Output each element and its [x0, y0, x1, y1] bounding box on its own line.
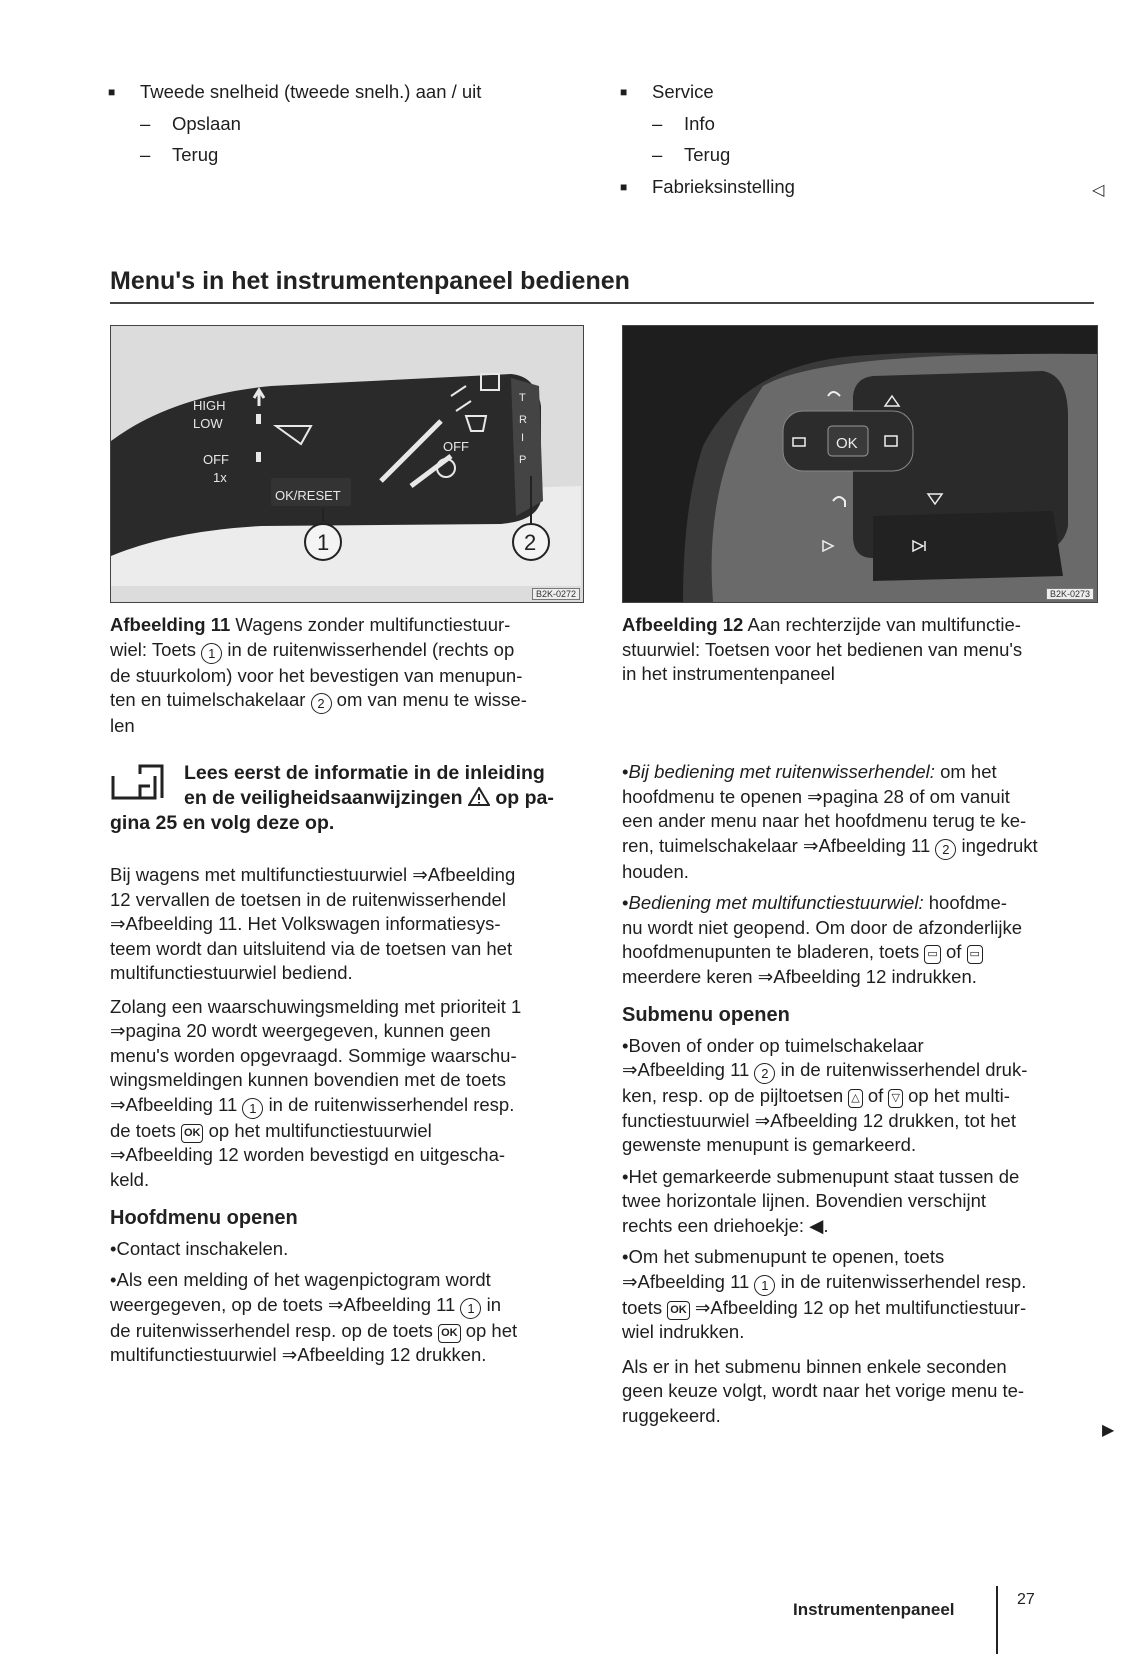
cross-ref-link[interactable]: ⇒Afbeelding — [412, 864, 516, 885]
text: om het — [940, 761, 997, 782]
text: menu's worden opgevraagd. Sommige waarschu- — [110, 1044, 517, 1066]
wiper-lever-illustration — [111, 326, 583, 602]
text: Bij wagens met multifunctiestuurwiel — [110, 864, 408, 885]
callout-ref-2: 2 — [754, 1063, 775, 1084]
down-key-icon: ▽ — [888, 1089, 902, 1108]
list-item: ■ Service — [620, 80, 1080, 105]
caption-text: de stuurkolom) voor het bevestigen van menupun- — [110, 664, 523, 686]
cross-ref-link[interactable]: ⇒Afbeelding 11 — [622, 1059, 750, 1080]
text: Het gemarkeerde submenupunt staat tussen de — [628, 1165, 1020, 1187]
text: geen keuze volgt, wordt naar het vorige menu te- — [622, 1380, 1025, 1401]
continue-marker: ▶ — [1102, 1422, 1115, 1439]
right-column — [622, 760, 1098, 1428]
figure-12 — [622, 325, 1098, 603]
top-right-list — [620, 80, 1080, 199]
caption-title: Afbeelding 11 — [110, 614, 231, 635]
text: ken, resp. op de pijltoetsen — [622, 1085, 844, 1106]
bullet-item: •Als een melding of het wagenpictogram wordt weergegeven, op de toets ⇒Afbeelding 11 1 in de ruitenwisserhendel resp. op de toets OK op het multifunctiestuurwiel ⇒Afbeelding 12 drukken. — [110, 1269, 518, 1365]
label-p: P — [519, 454, 527, 466]
text: houden. — [622, 860, 689, 882]
warning-icon — [468, 787, 490, 806]
triangle-icon: ◀. — [809, 1214, 829, 1236]
callout-ref-1: 1 — [754, 1275, 775, 1296]
text: in de ruitenwisserhendel resp. — [780, 1270, 1027, 1292]
text: 12 vervallen de toetsen in de ruitenwisserhendel — [110, 888, 506, 910]
list-item: ■ Fabrieksinstelling — [620, 175, 1080, 200]
paragraph-2 — [110, 995, 586, 1193]
text: de ruitenwisserhendel resp. op de toets — [110, 1319, 433, 1341]
text: toets — [622, 1296, 663, 1318]
caption-text: len — [110, 715, 135, 736]
figure-tag: B2K-0272 — [532, 588, 580, 600]
text: ⇒Afbeelding 11. Het Volkswagen informatiesys- — [110, 913, 501, 934]
label-off-right: OFF — [443, 439, 469, 454]
ok-button-label: OK — [836, 435, 858, 452]
caption-title: Afbeelding 12 — [622, 614, 744, 635]
text: op het multifunctiestuurwiel — [208, 1119, 432, 1141]
text: functiestuurwiel ⇒Afbeelding 12 drukken, tot het — [622, 1109, 1016, 1131]
list-subitem: – Terug — [652, 143, 1080, 168]
heading-main-menu: Hoofdmenu openen — [110, 1207, 298, 1229]
caption-text: Aan rechterzijde van multifunctie- — [747, 614, 1021, 635]
text: Als een melding of het wagenpictogram wordt — [116, 1269, 491, 1290]
paragraph-end — [622, 1355, 1098, 1429]
text: in de ruitenwisserhendel druk- — [780, 1059, 1028, 1080]
caption-text: ten en tuimelschakelaar — [110, 689, 306, 710]
text: of — [945, 941, 962, 962]
callout-ref-2: 2 — [935, 839, 956, 860]
label-i: I — [521, 432, 525, 444]
text: multifunctiestuurwiel ⇒Afbeelding 12 drukken. — [110, 1344, 487, 1365]
label-off-left: OFF — [203, 452, 229, 467]
text: Zolang een waarschuwingsmelding met prioriteit 1 — [110, 995, 522, 1017]
text: Bediening met multifunctiestuurwiel: — [628, 892, 924, 913]
text: ruggekeerd. — [622, 1404, 721, 1426]
text: in — [486, 1293, 502, 1315]
ok-key-icon: OK — [181, 1124, 204, 1143]
text: ren, tuimelschakelaar ⇒Afbeelding 11 — [622, 834, 931, 856]
callout-1-label: 1 — [317, 530, 330, 555]
cross-ref-link[interactable]: ⇒Afbeelding 11 — [328, 1293, 456, 1315]
text: weergegeven, op de toets — [110, 1293, 323, 1315]
bullet-item: •Contact inschakelen. — [110, 1237, 289, 1259]
text: twee horizontale lijnen. Bovendien verschijnt — [622, 1190, 987, 1211]
figure-tag: B2K-0273 — [1046, 588, 1094, 600]
caption-text: wiel: Toets — [110, 638, 197, 660]
notice-line: gina 25 en volg deze op. — [110, 812, 335, 834]
callout-2-label: 2 — [524, 530, 537, 555]
up-key-icon: △ — [848, 1089, 862, 1108]
text: Als er in het submenu binnen enkele seconden — [622, 1355, 1007, 1377]
figure-12-caption — [622, 613, 1092, 687]
bullet-item: •Bij bediening met ruitenwisserhendel: om het hoofdmenu te openen ⇒pagina 28 of om vanuit een ander menu naar het hoofdmenu terug te ke- ren, tuimelschakelaar ⇒Afbeelding 11 2 ingedrukt houden. — [622, 761, 1038, 882]
text: op het multi- — [908, 1085, 1010, 1106]
page-number: 27 — [1017, 1591, 1035, 1608]
read-first-notice — [110, 761, 590, 836]
caption-text: in het instrumentenpaneel — [622, 663, 835, 684]
text: Contact inschakelen. — [116, 1237, 289, 1259]
cross-ref-link[interactable]: ⇒Afbeelding 11 — [110, 1093, 238, 1115]
title-rule — [110, 302, 1094, 304]
list-subitem: – Opslaan — [140, 112, 568, 137]
text: wingsmeldingen kunnen bovendien met de toets — [110, 1069, 506, 1090]
cross-ref-link[interactable]: ⇒pagina 20 wordt weergegeven, kunnen geen — [110, 1020, 491, 1041]
caption-text: Wagens zonder multifunctiestuur- — [235, 614, 511, 635]
caption-text: in de ruitenwisserhendel (rechts op — [227, 638, 515, 660]
callout-ref-1: 1 — [242, 1098, 263, 1119]
ok-key-icon: OK — [667, 1301, 690, 1320]
text: hoofdme- — [928, 892, 1007, 913]
text: ingedrukt — [961, 834, 1038, 856]
text: meerdere keren ⇒Afbeelding 12 indrukken. — [622, 965, 977, 987]
steering-wheel-illustration — [623, 326, 1097, 602]
text: gewenste menupunt is gemarkeerd. — [622, 1134, 917, 1155]
book-icon — [110, 764, 170, 802]
callout-ref-1: 1 — [460, 1298, 481, 1319]
section-title: Menu's in het instrumentenpaneel bedienen — [110, 267, 630, 295]
list-subitem: – Info — [652, 112, 1080, 137]
bullet-item: •Bediening met multifunctiestuurwiel: hoofdme- nu wordt niet geopend. Om door de afzonderlijke hoofdmenupunten te bladeren, toets ▭ of ▭ meerdere keren ⇒Afbeelding 12 indrukken. — [622, 892, 1023, 987]
callout-ref-2: 2 — [311, 693, 332, 714]
menu-left-key-icon: ▭ — [924, 945, 940, 964]
text: nu wordt niet geopend. Om door de afzonderlijke — [622, 916, 1023, 938]
top-left-list — [108, 80, 568, 168]
bullet-item: •Boven of onder op tuimelschakelaar ⇒Afbeelding 11 2 in de ruitenwisserhendel druk- ken, resp. op de pijltoetsen △ of ▽ op het multi- functiestuurwiel ⇒Afbeelding 12 drukken, tot het gewenste menupunt is gemarkeerd. — [622, 1034, 1028, 1155]
text: op het — [465, 1319, 518, 1341]
text: in de ruitenwisserhendel resp. — [268, 1093, 515, 1115]
left-column — [110, 863, 586, 1368]
text: of — [867, 1085, 884, 1106]
notice-line: en de veiligheidsaanwijzingen — [184, 787, 463, 809]
callout-ref-1: 1 — [201, 643, 222, 664]
label-r: R — [519, 414, 527, 426]
text: een ander menu naar het hoofdmenu terug te ke- — [622, 810, 1027, 831]
text: Bij bediening met ruitenwisserhendel: — [628, 761, 935, 782]
menu-right-key-icon: ▭ — [967, 945, 983, 964]
text: de toets — [110, 1119, 176, 1141]
caption-text: om van menu te wisse- — [336, 689, 527, 710]
label-okreset: OK/RESET — [275, 488, 341, 503]
end-marker: ◁ — [1092, 182, 1105, 199]
label-t: T — [519, 392, 526, 404]
notice-line: Lees eerst de informatie in de inleiding — [184, 762, 545, 784]
heading-submenu: Submenu openen — [622, 1004, 790, 1026]
text: hoofdmenupunten te bladeren, toets — [622, 941, 920, 962]
bullet-item: •Om het submenupunt te openen, toets ⇒Afbeelding 11 1 in de ruitenwisserhendel resp. toets OK ⇒Afbeelding 12 op het multifunctiestuur- wiel indrukken. — [622, 1246, 1027, 1342]
ok-key-icon: OK — [438, 1324, 461, 1343]
text: rechts een driehoekje: — [622, 1214, 805, 1236]
bullet-item: •Het gemarkeerde submenupunt staat tussen de twee horizontale lijnen. Bovendien verschijnt rechts een driehoekje: ◀. — [622, 1165, 1020, 1236]
list-item: ■ Tweede snelheid (tweede snelh.) aan / uit — [108, 80, 568, 105]
label-1x: 1x — [213, 470, 227, 485]
text: hoofdmenu te openen ⇒pagina 28 of om vanuit — [622, 785, 1010, 807]
label-low: LOW — [193, 416, 223, 431]
text: Boven of onder op tuimelschakelaar — [628, 1034, 924, 1056]
footer-divider — [996, 1586, 998, 1654]
text: multifunctiestuurwiel bediend. — [110, 962, 353, 983]
figure-11 — [110, 325, 584, 603]
footer-section: Instrumentenpaneel — [793, 1600, 955, 1619]
notice-line: op pa- — [495, 787, 554, 809]
text: wiel indrukken. — [622, 1321, 745, 1342]
cross-ref-link[interactable]: ⇒Afbeelding 12 worden bevestigd en uitgescha- — [110, 1144, 506, 1165]
text: Om het submenupunt te openen, toets — [628, 1246, 945, 1267]
list-subitem: – Terug — [140, 143, 568, 168]
text: keld. — [110, 1168, 150, 1190]
caption-text: stuurwiel: Toetsen voor het bedienen van menu's — [622, 638, 1023, 660]
text: teem wordt dan uitsluitend via de toetsen van het — [110, 937, 513, 959]
text: ⇒Afbeelding 12 op het multifunctiestuur- — [694, 1296, 1027, 1318]
label-high: HIGH — [193, 398, 226, 413]
figure-11-caption — [110, 613, 584, 739]
cross-ref-link[interactable]: ⇒Afbeelding 11 — [622, 1270, 750, 1292]
paragraph-1 — [110, 863, 586, 986]
